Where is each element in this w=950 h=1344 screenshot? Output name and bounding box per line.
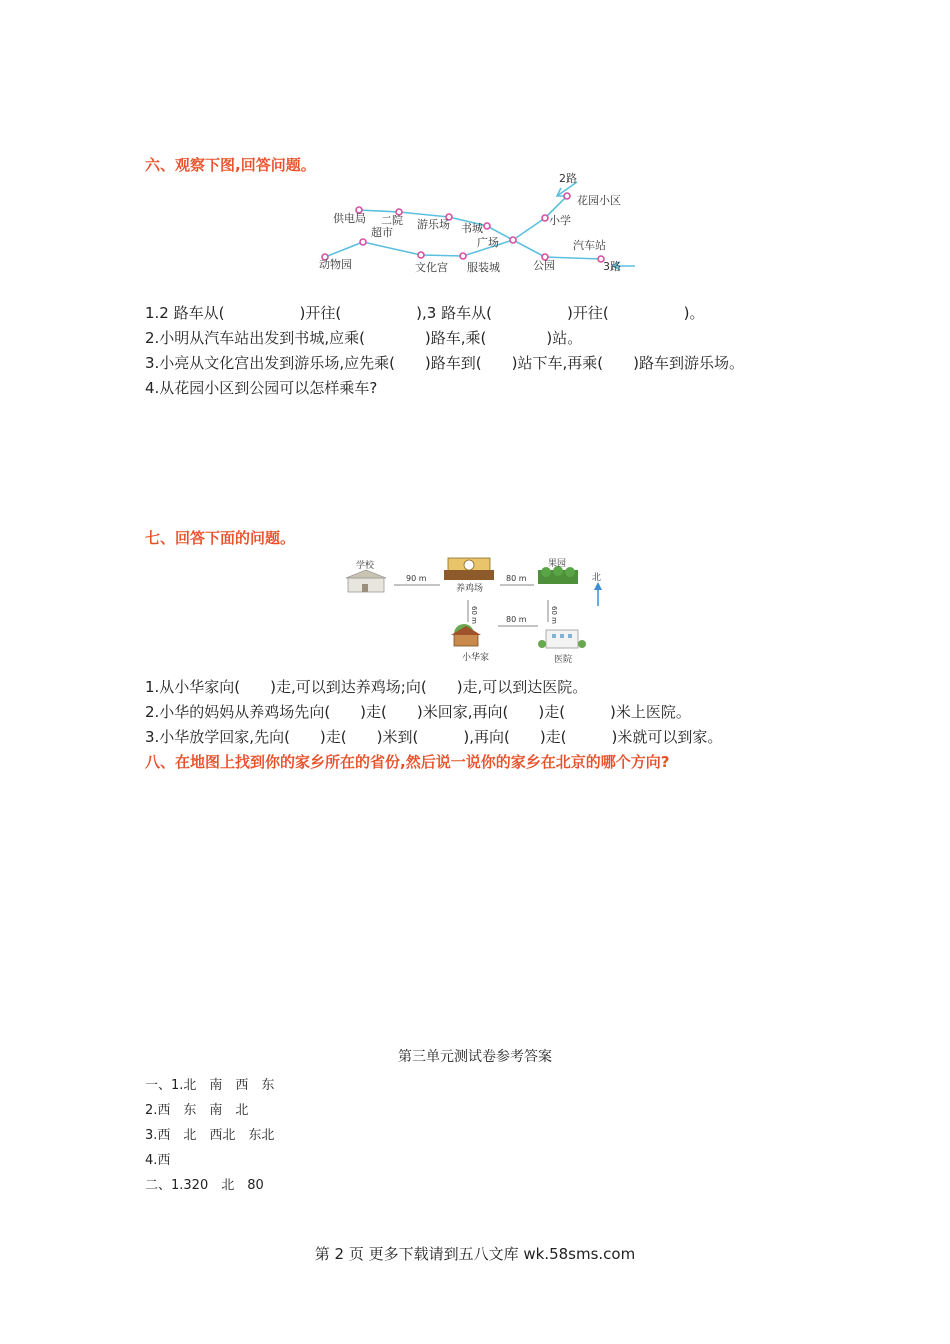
label-fuzhuangcheng: 服装城 [467, 261, 500, 274]
stop-chaoshi [360, 239, 366, 245]
label-wenhuagong: 文化宫 [415, 261, 448, 274]
stop-guangchang [510, 237, 516, 243]
section7-heading: 七、回答下面的问题。 [145, 529, 296, 547]
label-chaoshi: 超市 [371, 226, 393, 239]
label-home: 小华家 [462, 653, 490, 663]
label-gongdianju: 供电局 [333, 212, 366, 225]
label-chicken-farm: 养鸡场 [456, 584, 484, 594]
section7-question-2: 2.小华的妈妈从养鸡场先向( )走( )米回家,再向( )走( )米上医院。 [145, 703, 691, 721]
stop-huayuanxiaoqu [564, 193, 570, 199]
label-gongyuan: 公园 [533, 259, 555, 272]
label-qichezhan: 汽车站 [573, 239, 606, 252]
answer-line-4: 4.西 [145, 1153, 171, 1168]
section8-heading: 八、在地图上找到你的家乡所在的省份,然后说一说你的家乡在北京的哪个方向? [145, 753, 670, 771]
section7-question-3: 3.小华放学回家,先向( )走( )米到( ),再向( )走( )米就可以到家。 [145, 728, 723, 746]
label-shucheng: 书城 [461, 222, 483, 235]
label-youlechang: 游乐场 [417, 218, 450, 231]
section7-question-1: 1.从小华家向( )走,可以到达养鸡场;向( )走,可以到达医院。 [145, 678, 588, 696]
section6-heading: 六、观察下图,回答问题。 [145, 156, 316, 174]
section6-question-4: 4.从花园小区到公园可以怎样乘车? [145, 379, 378, 397]
answer-line-1: 一、1.北 南 西 东 [145, 1078, 275, 1093]
stop-fuzhuangcheng [460, 253, 466, 259]
dist-home-hospital: 80 m [506, 615, 527, 624]
answer-line-5: 二、1.320 北 80 [145, 1178, 264, 1193]
label-huayuanxiaoqu: 花园小区 [577, 194, 621, 207]
hospital-icon [538, 630, 586, 648]
section6-question-1: 1.2 路车从( )开往( ),3 路车从( )开往( )。 [145, 304, 705, 322]
page-footer: 第 2 页 更多下载请到五八文库 wk.58sms.com [314, 1245, 636, 1263]
answers-title: 第三单元测试卷参考答案 [398, 1049, 552, 1065]
answer-line-3: 3.西 北 西北 东北 [145, 1128, 275, 1143]
label-xiaoxue: 小学 [549, 214, 571, 227]
label-school: 学校 [356, 561, 375, 571]
label-route-3: 3路 [603, 260, 621, 273]
label-route-2: 2路 [559, 172, 577, 185]
label-hospital: 医院 [554, 655, 573, 665]
chicken-farm-icon [444, 558, 494, 580]
label-guangchang: 广场 [477, 236, 499, 249]
bus-route-map [315, 170, 635, 280]
stop-shucheng [484, 223, 490, 229]
stop-xiaoxue [542, 215, 548, 221]
label-eryuan: 二院 [381, 214, 403, 227]
label-north: 北 [592, 573, 602, 583]
dist-farm-orchard: 80 m [506, 574, 527, 583]
dist-farm-home: 60 m [470, 606, 478, 624]
town-map [340, 548, 615, 670]
answer-line-2: 2.西 东 南 北 [145, 1103, 249, 1118]
dist-school-farm: 90 m [406, 574, 427, 583]
section6-question-3: 3.小亮从文化宫出发到游乐场,应先乘( )路车到( )站下车,再乘( )路车到游乐场。 [145, 354, 744, 372]
label-orchard: 果园 [548, 559, 567, 569]
label-dongwuyuan: 动物园 [319, 258, 352, 271]
section6-question-2: 2.小明从汽车站出发到书城,应乘( )路车,乘( )站。 [145, 329, 583, 347]
dist-orchard-hospital: 60 m [550, 606, 558, 624]
stop-wenhuagong [418, 252, 424, 258]
home-icon [451, 624, 481, 646]
school-icon [346, 570, 386, 592]
